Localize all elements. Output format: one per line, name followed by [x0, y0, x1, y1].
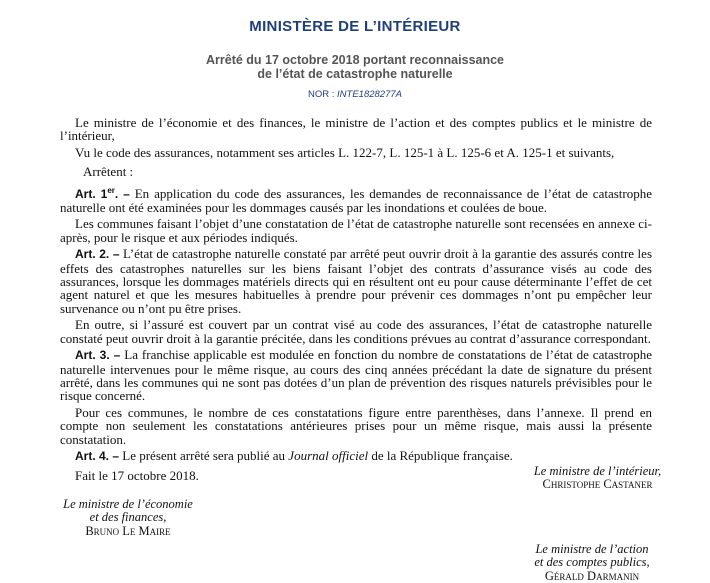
signature-action-role2: et des comptes publics, [534, 555, 650, 570]
decree-title-line1: Arrêté du 17 octobre 2018 portant reconnaissance [205, 53, 505, 67]
decree-title [0, 53, 710, 81]
nor-label: NOR : [308, 89, 338, 100]
signature-action-role1: Le ministre de l’action [535, 542, 649, 556]
nor-reference [0, 89, 710, 100]
article-4-p1: Art. 4. – Le présent arrêté sera publié au Journal officiel de la République française. [75, 447, 513, 463]
article-1-p1: Art. 1er. – En application du code des assurances, les demandes de reconnaissance de l’état de catastrophe naturelle ont été examinées pour les dommages causés par les inondations et coulées de boue. [60, 185, 652, 216]
article-4-label: Art. 4. – [75, 448, 120, 463]
nor-value: INTE1828277A [337, 89, 402, 100]
article-2-p2: En outre, si l’assuré est couvert par un contrat visé au code des assurances, l’état de catastrophe naturelle constaté peut ouvrir droit à la garantie précitée, dans les conditions prévues au contrat d’assurance correspondant. [60, 317, 652, 346]
article-1-p2: Les communes faisant l’objet d’une constatation de l’état de catastrophe naturelle sont recensées en annexe ci-après, pour le risque et aux périodes indiqués. [60, 216, 652, 245]
fait-le: Fait le 17 octobre 2018. [75, 468, 199, 484]
preamble-vu: Vu le code des assurances, notamment ses articles L. 122-7, L. 125-1 à L. 125-6 et A. 125-1 et suivants, [75, 144, 615, 160]
journal-officiel: Journal officiel [288, 447, 369, 463]
signature-interior-name: Christophe Castaner [542, 477, 653, 492]
signature-economy-role1: Le ministre de l’économie [63, 497, 193, 511]
article-3-p2: Pour ces communes, le nombre de ces constatations figure entre parenthèses, dans l’annexe. Il prend en compte non seulement les constatations antérieures prises pour un même risque, mais aussi la présente constatation. [60, 404, 652, 447]
signature-interior [500, 465, 695, 492]
signature-interior-role: Le ministre de l’intérieur, [533, 464, 662, 478]
decree-body [60, 116, 652, 486]
arretent-label: Arrêtent : [83, 164, 134, 180]
decree-title-line2: de l’état de catastrophe naturelle [257, 67, 453, 81]
article-3-p1: Art. 3. – La franchise applicable est modulée en fonction du nombre de constatations de l’état de catastrophe naturelle intervenues pour le même risque, au cours des cinq années précédant la date de signature du présent arrêté, dans les communes qui ne sont pas dotées d’un plan de prévention des risques naturels prévisibles pour le risque concerné. [60, 347, 653, 404]
article-2-label: Art. 2. – [75, 247, 120, 262]
article-2-p1: Art. 2. – L’état de catastrophe naturelle constaté par arrêté peut ouvrir droit à la garantie des assurés contre les effets des catastrophes naturelles sur les biens faisant l’objet des contrats d’assurance visés au code des assurances, lorsque les dommages matériels directs qui en résultent ont eu pour cause déterminante l’effet de cet agent naturel et que les mesures habituelles à prendre pour prévenir ces dommages n’ont pu empêcher leur survenance ou n’ont pu être prises. [60, 246, 652, 316]
signature-action-name: Gérald Darmanin [544, 568, 640, 583]
ministry-heading: MINISTÈRE DE L’INTÉRIEUR [249, 18, 461, 35]
preamble-ministers: Le ministre de l’économie et des finances, le ministre de l’action et des comptes publics et le ministre de l’intérieur, [60, 115, 652, 144]
signature-economy-role2: et des finances, [89, 510, 167, 525]
article-1-label: Art. 1er. – [75, 185, 130, 201]
signature-economy [58, 498, 198, 538]
signature-action [522, 543, 662, 583]
signature-economy-name: Bruno Le Maire [85, 523, 171, 538]
article-3-label: Art. 3. – [75, 348, 121, 363]
